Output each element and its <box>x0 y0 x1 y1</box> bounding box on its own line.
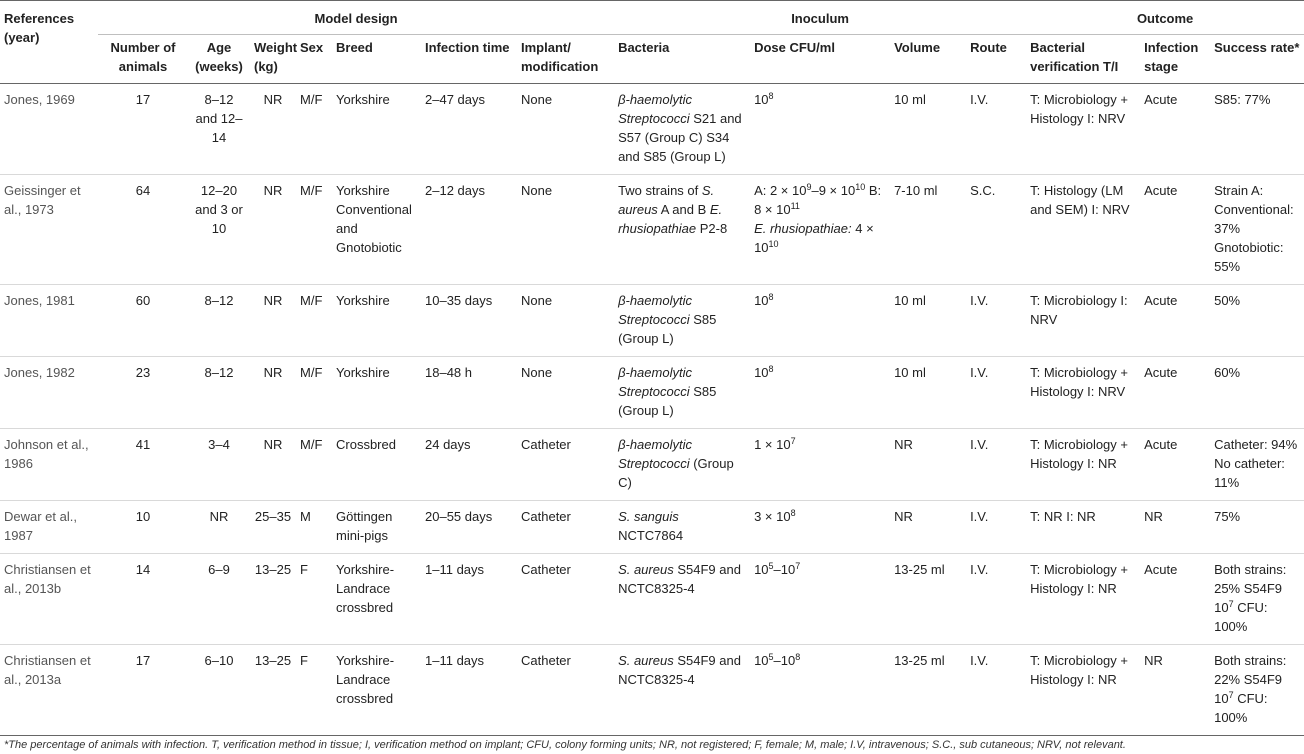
success-text: Both strains: 25% S54F9 10 <box>1214 562 1287 615</box>
bacteria-name: β-haemolytic Streptococci <box>618 293 692 327</box>
cell-dose <box>750 357 890 429</box>
col-references: References (year) <box>0 1 98 84</box>
bacteria-detail: S54F9 and NCTC8325-4 <box>618 653 741 687</box>
bacteria-text: P2-8 <box>696 221 728 236</box>
cell-sex: F <box>296 645 332 736</box>
cell-success: Catheter: 94% No catheter: 11% <box>1210 429 1304 501</box>
table-row <box>0 84 1304 175</box>
col-age: Age (weeks) <box>188 35 250 84</box>
cell-age: 8–12 <box>188 285 250 357</box>
table-row <box>0 429 1304 501</box>
cell-weight: 13–25 <box>250 554 296 645</box>
cell-reference: Christiansen et al., 2013b <box>0 554 98 645</box>
cell-breed: Yorkshire <box>332 285 421 357</box>
cell-volume: 10 ml <box>890 357 966 429</box>
cell-age: 8–12 <box>188 357 250 429</box>
table-footnote: *The percentage of animals with infection. T, verification method in tissue; I, verification method on implant; CFU, colony forming units; NR, not registered; F, female; M, male; I.V, intravenous; S.C., sub cutaneous; NRV, not relevant. <box>4 739 1126 751</box>
dose-base: 10 <box>754 293 769 308</box>
cell-dose <box>750 554 890 645</box>
cell-success: S85: 77% <box>1210 84 1304 175</box>
cell-age: 12–20 and 3 or 10 <box>188 175 250 285</box>
dose-exponent: 8 <box>790 508 796 518</box>
dose-exponent: 8 <box>768 91 774 101</box>
cell-breed: Crossbred <box>332 429 421 501</box>
cell-reference: Jones, 1982 <box>0 357 98 429</box>
success-exponent: 7 <box>1228 690 1234 700</box>
dose-base: 3 × 10 <box>754 509 791 524</box>
bacteria-name: β-haemolytic Streptococci <box>618 365 692 399</box>
success-exponent: 7 <box>1228 599 1234 609</box>
cell-route: I.V. <box>966 429 1026 501</box>
cell-sex: M/F <box>296 357 332 429</box>
dose-exponent: 5 <box>768 561 774 571</box>
cell-success <box>1210 554 1304 645</box>
success-text: Both strains: 22% S54F9 10 <box>1214 653 1287 706</box>
col-route: Route <box>966 35 1026 84</box>
table-row <box>0 357 1304 429</box>
cell-dose <box>750 645 890 736</box>
cell-weight: NR <box>250 429 296 501</box>
cell-volume: 13-25 ml <box>890 645 966 736</box>
cell-infection-time: 18–48 h <box>421 357 517 429</box>
cell-route: I.V. <box>966 357 1026 429</box>
cell-stage: Acute <box>1140 285 1210 357</box>
column-header-row <box>0 35 1304 84</box>
cell-reference: Johnson et al., 1986 <box>0 429 98 501</box>
dose-text: 10 <box>754 653 769 668</box>
dose-exponent: 10 <box>768 239 779 249</box>
dose-exponent: 7 <box>795 561 801 571</box>
col-implant: Implant/ modification <box>517 35 614 84</box>
col-success: Success rate* <box>1210 35 1304 84</box>
dose-text: –10 <box>773 653 796 668</box>
cell-weight: NR <box>250 175 296 285</box>
cell-stage: Acute <box>1140 175 1210 285</box>
bacteria-name: β-haemolytic Streptococci <box>618 92 692 126</box>
cell-bacteria <box>614 175 750 285</box>
cell-sex: M/F <box>296 285 332 357</box>
cell-bacteria <box>614 645 750 736</box>
table-row <box>0 501 1304 554</box>
col-number: Number of animals <box>98 35 188 84</box>
cell-breed: Yorkshire-Landrace crossbred <box>332 645 421 736</box>
cell-number: 23 <box>98 357 188 429</box>
bacteria-detail: (Group C) <box>618 456 734 490</box>
bacteria-name: E. rhusiopathiae <box>618 202 723 236</box>
col-sex: Sex <box>296 35 332 84</box>
cell-route: I.V. <box>966 285 1026 357</box>
dose-label: E. rhusiopathiae: <box>754 221 852 236</box>
cell-success: 50% <box>1210 285 1304 357</box>
table-row <box>0 645 1304 736</box>
cell-implant: Catheter <box>517 645 614 736</box>
group-inoculum: Inoculum <box>614 1 1026 35</box>
dose-exponent: 8 <box>768 364 774 374</box>
dose-exponent: 8 <box>795 652 801 662</box>
cell-infection-time: 1–11 days <box>421 554 517 645</box>
cell-breed: Yorkshire Conventional and Gnotobiotic <box>332 175 421 285</box>
bacteria-name: S. aureus <box>618 562 674 577</box>
cell-verification: T: Microbiology + Histology I: NR <box>1026 554 1140 645</box>
bacteria-detail: S85 (Group L) <box>618 312 717 346</box>
cell-success: 75% <box>1210 501 1304 554</box>
cell-volume: 13-25 ml <box>890 554 966 645</box>
cell-dose <box>750 501 890 554</box>
dose-text: B: 8 × 10 <box>754 183 882 217</box>
cell-volume: NR <box>890 501 966 554</box>
cell-route: I.V. <box>966 645 1026 736</box>
cell-sex: M/F <box>296 429 332 501</box>
group-outcome: Outcome <box>1026 1 1304 35</box>
cell-number: 10 <box>98 501 188 554</box>
cell-verification: T: Microbiology I: NRV <box>1026 285 1140 357</box>
cell-verification: T: Microbiology + Histology I: NRV <box>1026 84 1140 175</box>
cell-route: S.C. <box>966 175 1026 285</box>
cell-number: 64 <box>98 175 188 285</box>
dose-text: 4 × 10 <box>754 221 874 255</box>
cell-bacteria <box>614 357 750 429</box>
cell-bacteria <box>614 429 750 501</box>
col-volume: Volume <box>890 35 966 84</box>
cell-weight: NR <box>250 357 296 429</box>
cell-implant: Catheter <box>517 554 614 645</box>
bacteria-name: S. sanguis <box>618 509 679 524</box>
cell-reference: Jones, 1981 <box>0 285 98 357</box>
cell-number: 14 <box>98 554 188 645</box>
cell-stage: Acute <box>1140 554 1210 645</box>
cell-route: I.V. <box>966 84 1026 175</box>
cell-breed: Yorkshire <box>332 84 421 175</box>
col-breed: Breed <box>332 35 421 84</box>
cell-stage: Acute <box>1140 429 1210 501</box>
cell-dose <box>750 175 890 285</box>
bacteria-name: S. aureus <box>618 183 715 217</box>
cell-reference: Geissinger et al., 1973 <box>0 175 98 285</box>
bacteria-text: Two strains of <box>618 183 702 198</box>
dose-exponent: 9 <box>806 182 812 192</box>
cell-reference: Jones, 1969 <box>0 84 98 175</box>
cell-age: 6–10 <box>188 645 250 736</box>
bacteria-name: β-haemolytic Streptococci <box>618 437 692 471</box>
cell-route: I.V. <box>966 554 1026 645</box>
cell-implant: None <box>517 175 614 285</box>
dose-base: 1 × 10 <box>754 437 791 452</box>
cell-number: 17 <box>98 84 188 175</box>
table-row <box>0 285 1304 357</box>
cell-reference: Dewar et al., 1987 <box>0 501 98 554</box>
cell-number: 17 <box>98 645 188 736</box>
cell-stage: Acute <box>1140 357 1210 429</box>
cell-weight: NR <box>250 84 296 175</box>
dose-exponent: 7 <box>790 436 796 446</box>
cell-stage: NR <box>1140 645 1210 736</box>
cell-implant: None <box>517 285 614 357</box>
cell-weight: NR <box>250 285 296 357</box>
cell-number: 60 <box>98 285 188 357</box>
cell-implant: Catheter <box>517 501 614 554</box>
cell-number: 41 <box>98 429 188 501</box>
cell-sex: F <box>296 554 332 645</box>
cell-route: I.V. <box>966 501 1026 554</box>
cell-infection-time: 20–55 days <box>421 501 517 554</box>
cell-volume: 10 ml <box>890 84 966 175</box>
col-stage: Infection stage <box>1140 35 1210 84</box>
col-weight: Weight (kg) <box>250 35 296 84</box>
cell-verification: T: Microbiology + Histology I: NR <box>1026 645 1140 736</box>
cell-weight: 25–35 <box>250 501 296 554</box>
cell-bacteria <box>614 84 750 175</box>
cell-volume: NR <box>890 429 966 501</box>
col-infection-time: Infection time <box>421 35 517 84</box>
dose-exponent: 11 <box>790 201 800 211</box>
dose-base: 10 <box>754 92 769 107</box>
dose-base: 10 <box>754 365 769 380</box>
cell-age: 3–4 <box>188 429 250 501</box>
cell-sex: M/F <box>296 84 332 175</box>
dose-text: –10 <box>773 562 796 577</box>
cell-dose <box>750 429 890 501</box>
table-row <box>0 554 1304 645</box>
group-model-design: Model design <box>98 1 614 35</box>
bacteria-detail: S54F9 and NCTC8325-4 <box>618 562 741 596</box>
cell-implant: None <box>517 357 614 429</box>
col-verification: Bacterial verification T/I <box>1026 35 1140 84</box>
cell-breed: Göttingen mini-pigs <box>332 501 421 554</box>
cell-reference: Christiansen et al., 2013a <box>0 645 98 736</box>
dose-exponent: 5 <box>768 652 774 662</box>
dose-text: 10 <box>754 562 769 577</box>
cell-volume: 10 ml <box>890 285 966 357</box>
bacteria-text: A and B <box>657 202 710 217</box>
cell-volume: 7-10 ml <box>890 175 966 285</box>
cell-infection-time: 10–35 days <box>421 285 517 357</box>
bacteria-detail: NCTC7864 <box>618 528 684 543</box>
cell-infection-time: 2–12 days <box>421 175 517 285</box>
cell-verification: T: Microbiology + Histology I: NRV <box>1026 357 1140 429</box>
cell-success: 60% <box>1210 357 1304 429</box>
cell-breed: Yorkshire <box>332 357 421 429</box>
dose-text: A: 2 × 10 <box>754 183 807 198</box>
cell-implant: Catheter <box>517 429 614 501</box>
bacteria-detail: S21 and S57 (Group C) S34 and S85 (Group L) <box>618 111 742 164</box>
cell-infection-time: 24 days <box>421 429 517 501</box>
cell-success <box>1210 645 1304 736</box>
cell-age: 6–9 <box>188 554 250 645</box>
group-header-row <box>0 1 1304 35</box>
dose-exponent: 10 <box>855 182 866 192</box>
cell-stage: NR <box>1140 501 1210 554</box>
cell-sex: M/F <box>296 175 332 285</box>
cell-age: 8–12 and 12–14 <box>188 84 250 175</box>
cell-stage: Acute <box>1140 84 1210 175</box>
cell-age: NR <box>188 501 250 554</box>
cell-bacteria <box>614 285 750 357</box>
cell-bacteria <box>614 501 750 554</box>
cell-success: Strain A: Conventional: 37% Gnotobiotic: 55% <box>1210 175 1304 285</box>
cell-weight: 13–25 <box>250 645 296 736</box>
cell-infection-time: 1–11 days <box>421 645 517 736</box>
cell-verification: T: NR I: NR <box>1026 501 1140 554</box>
success-text: CFU: 100% <box>1214 600 1268 634</box>
cell-verification: T: Microbiology + Histology I: NR <box>1026 429 1140 501</box>
cell-infection-time: 2–47 days <box>421 84 517 175</box>
success-text: CFU: 100% <box>1214 691 1268 725</box>
cell-dose <box>750 84 890 175</box>
cell-dose <box>750 285 890 357</box>
cell-sex: M <box>296 501 332 554</box>
dose-text: –9 × 10 <box>811 183 856 198</box>
bacteria-name: S. aureus <box>618 653 674 668</box>
cell-bacteria <box>614 554 750 645</box>
cell-verification: T: Histology (LM and SEM) I: NRV <box>1026 175 1140 285</box>
col-bacteria: Bacteria <box>614 35 750 84</box>
cell-implant: None <box>517 84 614 175</box>
cell-breed: Yorkshire-Landrace crossbred <box>332 554 421 645</box>
bacteria-detail: S85 (Group L) <box>618 384 717 418</box>
table-row <box>0 175 1304 285</box>
dose-exponent: 8 <box>768 292 774 302</box>
col-dose: Dose CFU/ml <box>750 35 890 84</box>
